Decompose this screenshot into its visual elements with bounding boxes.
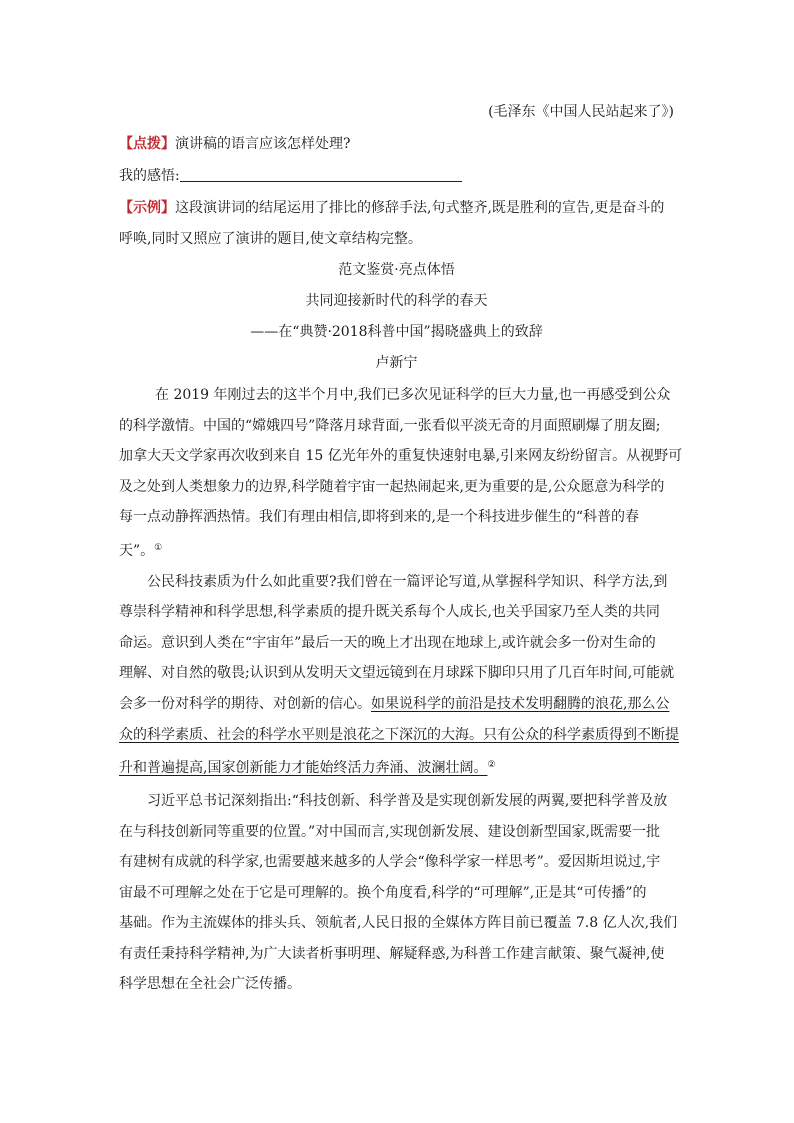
p1-line-6-text: 天”。 [119, 543, 155, 559]
p3-line-1: 习近平总书记深刻指出:“科技创新、科学普及是实现创新发展的两翼,要把科学普及放 [147, 793, 668, 809]
p2-line-2: 尊崇科学精神和科学思想,科学素质的提升既关系每个人成长,也关乎国家乃至人类的共同 [119, 604, 660, 620]
p1-line-4: 及之处到人类想象力的边界,科学随着宇宙一起热闹起来,更为重要的是,公众愿意为科学的 [119, 479, 665, 495]
article-author: 卢新宁 [375, 355, 418, 371]
p2-underlined-1: 如果说科学的前沿是技术发明翻腾的浪花,那么公 [371, 696, 670, 712]
example-text-1: 这段演讲词的结尾运用了排比的修辞手法,句式整齐,既是胜利的宣告,更是奋斗的 [175, 200, 665, 216]
p3-line-3: 有建树有成就的科学家,也需要越来越多的人学会“像科学家一样思考”。爱因斯坦说过,宇 [119, 854, 661, 870]
p2-line-5-text: 会多一份对科学的期待、对创新的信心。 [119, 696, 371, 712]
p2-line-5 [119, 694, 674, 714]
hint-text: 演讲稿的语言应该怎样处理? [175, 136, 351, 152]
example-line-1 [119, 198, 674, 218]
feeling-label: 我的感悟: [119, 168, 180, 184]
p2-underlined-2: 众的科学素质、社会的科学水平则是浪花之下深沉的大海。只有公众的科学素质得到不断提 [119, 727, 679, 743]
footnote-marker-1: ① [154, 543, 163, 553]
example-tag: 【示例】 [119, 200, 175, 216]
feeling-answer-blank[interactable] [180, 167, 462, 182]
article-subtitle: ——在“典赞·2018科普中国”揭晓盛典上的致辞 [250, 324, 543, 340]
p3-line-5: 基础。作为主流媒体的排头兵、领航者,人民日报的全媒体方阵目前已覆盖 7.8 亿人次,我们 [119, 915, 678, 931]
feeling-line [119, 166, 674, 186]
p2-line-1: 公民科技素质为什么如此重要?我们曾在一篇评论写道,从掌握科学知识、科学方法,到 [147, 574, 668, 590]
hint-line [119, 134, 674, 154]
article-title: 共同迎接新时代的科学的春天 [305, 293, 488, 309]
p2-underlined-3: 升和普遍提高,国家创新能力才能始终活力奔涌、波澜壮阔。 [119, 760, 488, 776]
section-title: 范文鉴赏·亮点体悟 [338, 262, 455, 278]
p2-line-3: 命运。意识到人类在“宇宙年”最后一天的晚上才出现在地球上,或许就会多一份对生命的 [119, 635, 656, 651]
p1-line-5: 每一点动静挥洒热情。我们有理由相信,即将到来的,是一个科技进步催生的“科普的春 [119, 509, 640, 525]
p3-line-2: 在与科技创新同等重要的位置。”对中国而言,实现创新发展、建设创新型国家,既需要一批 [119, 824, 661, 840]
p3-line-4: 宙最不可理解之处在于它是可理解的。换个角度看,科学的“可理解”,正是其“可传播”的 [119, 885, 647, 901]
p3-line-7: 科学思想在全社会广泛传播。 [119, 976, 301, 992]
p1-line-6 [119, 538, 674, 561]
source-citation: (毛泽东《中国人民站起来了》) [488, 104, 674, 120]
p1-line-3: 加拿大天文学家再次收到来自 15 亿光年外的重复快速射电暴,引来网友纷纷留言。从视野可 [119, 448, 683, 464]
footnote-marker-2: ② [487, 760, 496, 770]
p3-line-6: 有责任秉持科学精神,为广大读者析事明理、解疑释惑,为科普工作建言献策、聚气凝神,使 [119, 946, 665, 962]
p2-line-4: 理解、对自然的敬畏;认识到从发明天文望远镜到在月球踩下脚印只用了几百年时间,可能就 [119, 665, 675, 681]
example-line-2: 呼唤,同时又照应了演讲的题目,使文章结构完整。 [119, 231, 422, 247]
p2-line-6 [119, 725, 679, 745]
hint-tag: 【点拨】 [119, 136, 175, 152]
p2-line-7 [119, 755, 674, 778]
p1-line-2: 的科学激情。中国的“嫦娥四号”降落月球背面,一张看似平淡无奇的月面照刷爆了朋友圈; [119, 418, 661, 434]
p1-line-1: 在 2019 年刚过去的这半个月中,我们已多次见证科学的巨大力量,也一再感受到公众 [155, 387, 671, 403]
